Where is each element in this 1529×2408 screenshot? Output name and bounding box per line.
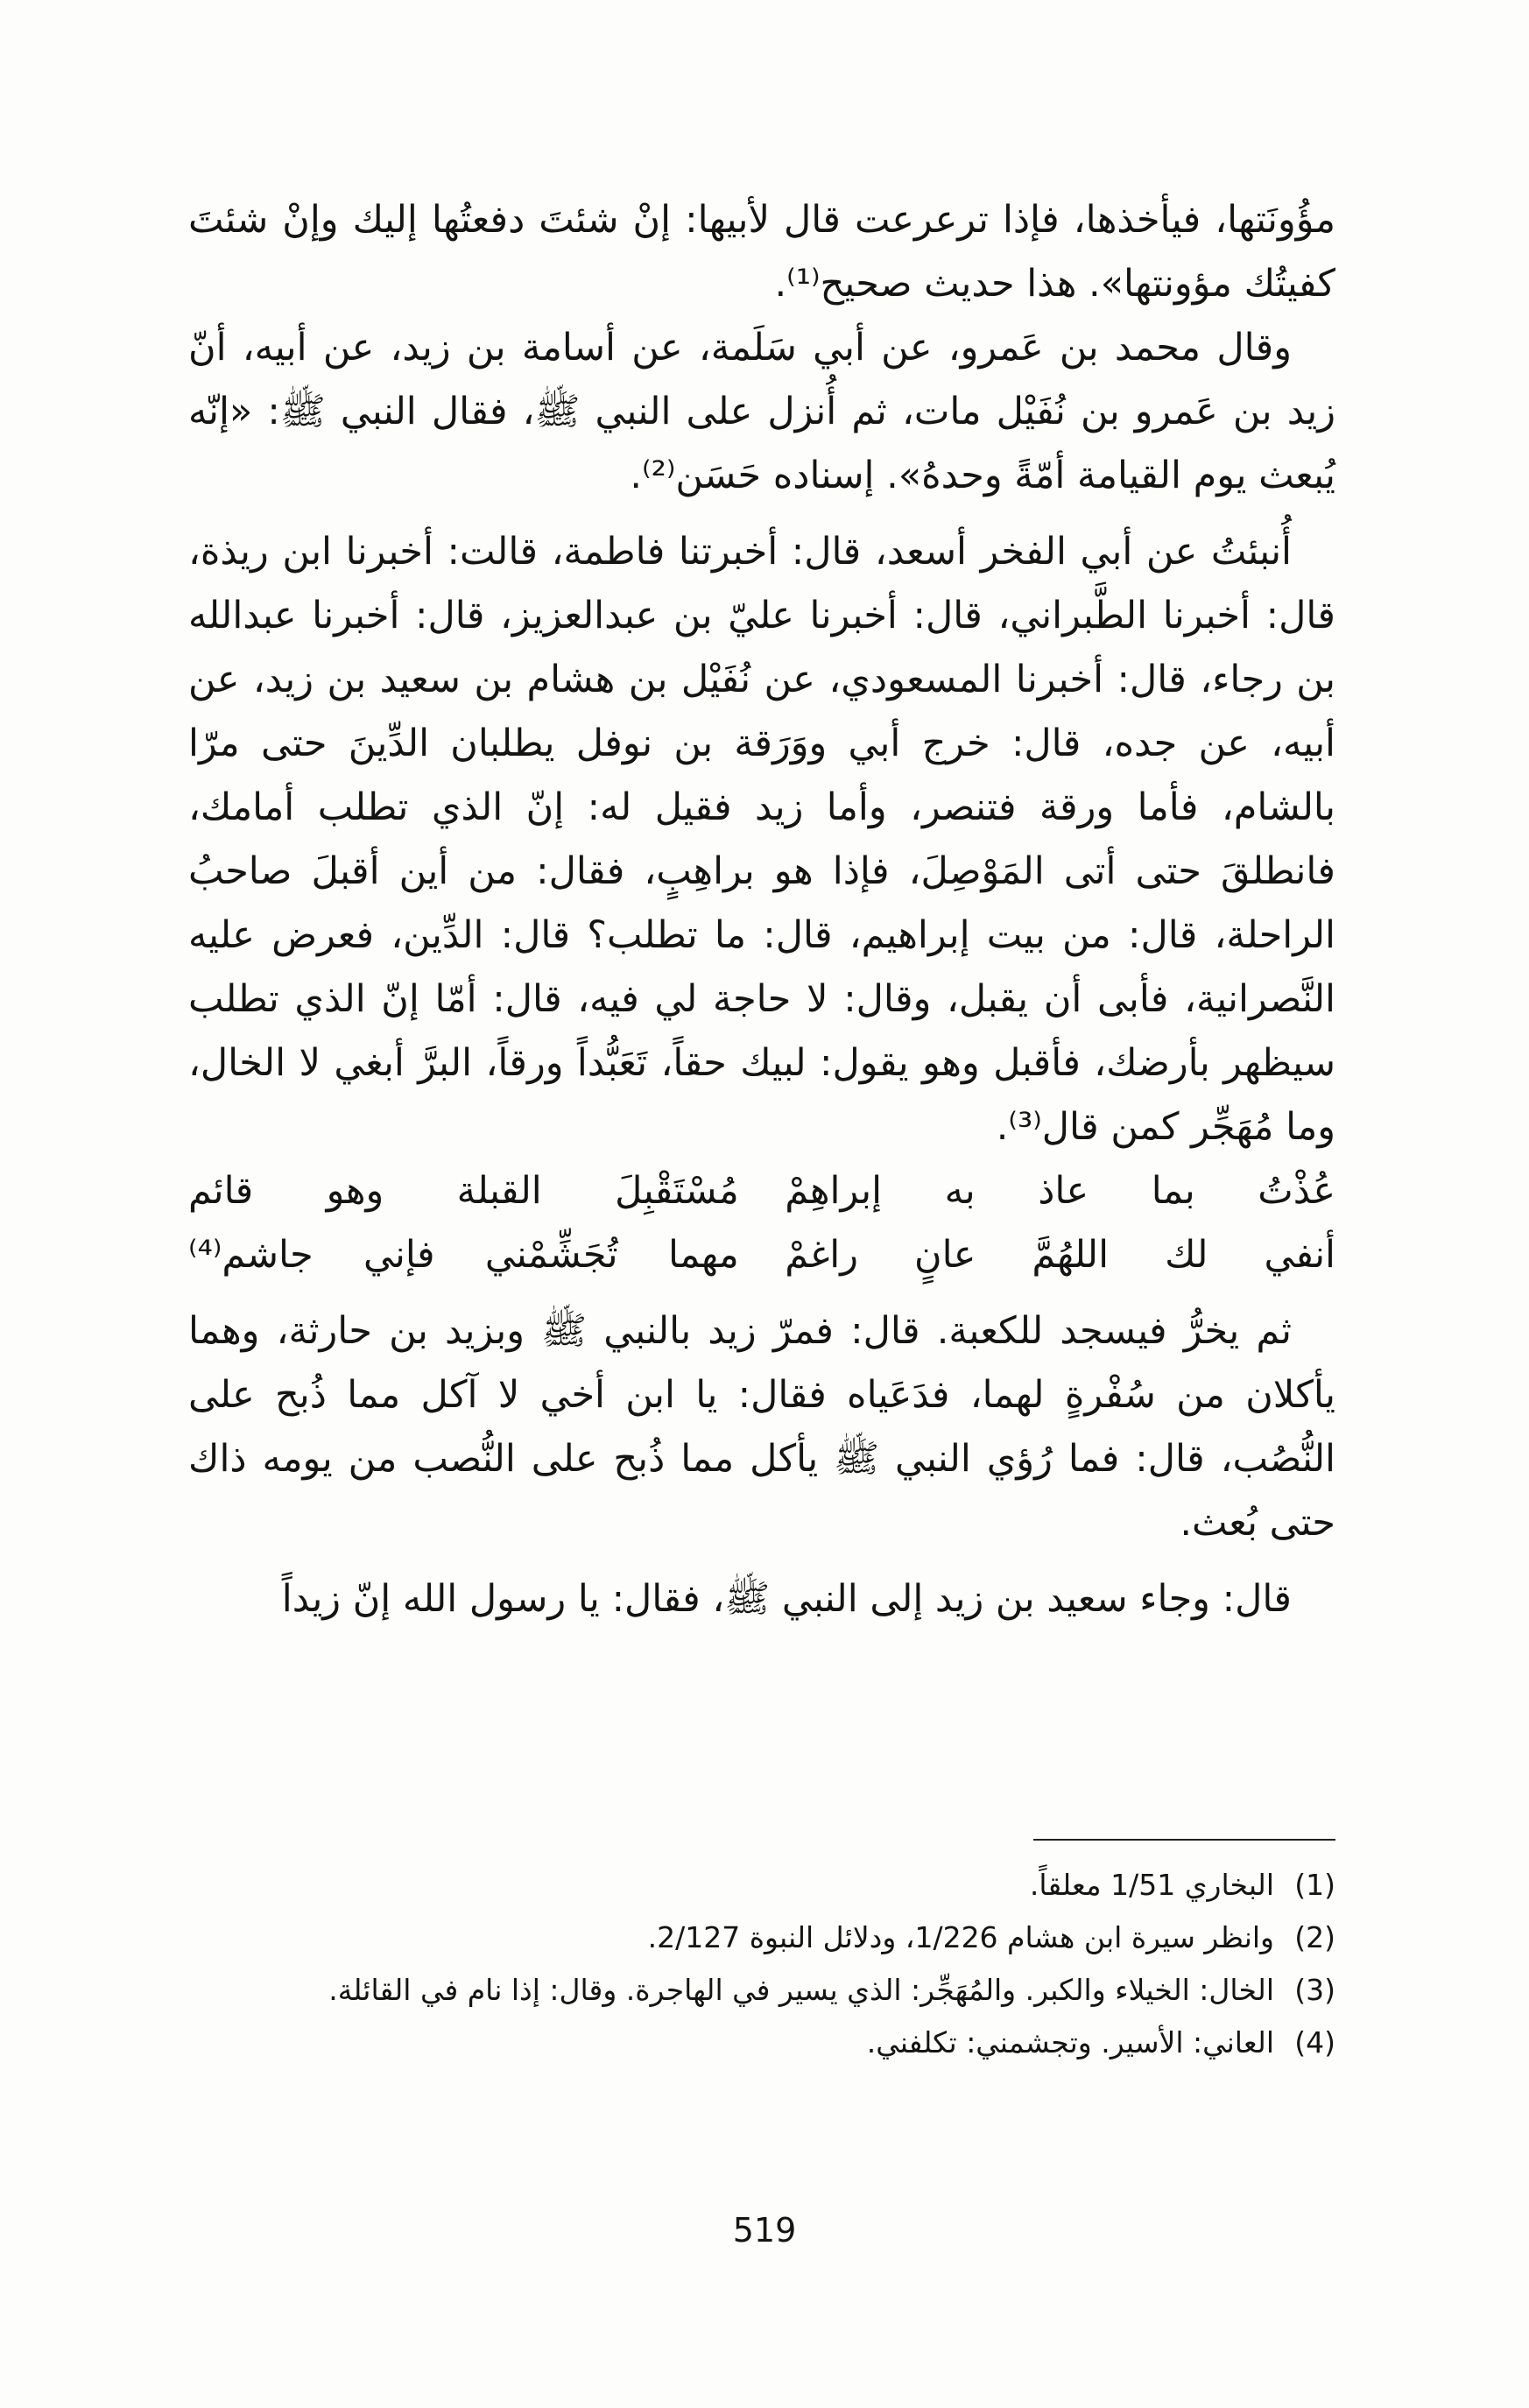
paragraph-3: أُنبئتُ عن أبي الفخر أسعد، قال: أخبرتنا فاطمة، قالت: أخبرنا ابن ريذة، قال: أخبرنا الطَّبراني، قال: أخبرنا عليّ بن عبدالعزيز، قال: أخبرنا عبدالله بن رجاء، قال: أخبرنا المسعودي، عن نُفَيْل بن هشام بن سعيد بن زيد، عن أبيه، عن جده، قال: خرج أبي ووَرَقة بن نوفل يطلبان الدِّينَ حتى مرّا بالشام، فأما ورقة فتنصر، وأما زيد فقيل له: إنّ الذي تطلب أمامك، فانطلقَ حتى أتى المَوْصِلَ، فإذا هو براهِبٍ، فقال: من أين أقبلَ صاحبُ الراحلة، قال: من بيت إبراهيم، قال: ما تطلب؟ قال: الدِّين، فعرض عليه النَّصرانية، فأبى أن يقبل، وقال: لا حاجة لي فيه، قال: أمّا إنّ الذي تطلب سيظهر بأرضك، فأقبل وهو يقول: لبيك حقاً، تَعَبُّداً ورقاً، البرَّ أبغي لا الخال، وما مُهَجِّر كمن قال⁽³⁾. (188, 530, 1335, 1149)
footnote-number: (2) (1294, 1920, 1335, 1954)
paragraph-5: قال: وجاء سعيد بن زيد إلى النبي ﷺ، فقال: يا رسول الله إنّ زيداً (281, 1577, 1292, 1621)
footnote-4 (188, 2018, 1335, 2067)
footnote-text: وانظر سيرة ابن هشام 1/226، ودلائل النبوة 2/127. (647, 1920, 1274, 1954)
paragraph-1: مؤُونَتها، فيأخذها، فإذا ترعرعت قال لأبيها: إنْ شئتَ دفعتُها إليك وإنْ شئتَ كفيتُك مؤونتها». هذا حديث صحيح⁽¹⁾. (188, 198, 1335, 306)
verse-1-first-half: عُذْتُ بما عاذ به إبراهِمْ (785, 1169, 1335, 1213)
page-number: 519 (732, 2211, 797, 2250)
footnotes (188, 1861, 1335, 2071)
verse-line-1 (188, 1159, 1335, 1223)
paragraph-2: وقال محمد بن عَمرو، عن أبي سَلَمة، عن أسامة بن زيد، عن أبيه، أنّ زيد بن عَمرو بن نُفَيْل مات، ثم أُنزل على النبي ﷺ، فقال النبي ﷺ: «إنّه يُبعث يوم القيامة أمّةً وحدهُ». إسناده حَسَن⁽²⁾. (188, 326, 1335, 497)
main-text (188, 188, 1335, 1631)
footnote-number: (4) (1294, 2025, 1335, 2059)
footnote-number: (1) (1294, 1868, 1335, 1902)
verse-2-first-half: أنفي لك اللهُمَّ عانٍ راغمْ (785, 1233, 1335, 1277)
footnote-text: الخال: الخيلاء والكبر. والمُهَجِّر: الذي يسير في الهاجرة. وقال: إذا نام في القائلة. (328, 1973, 1274, 2007)
footnote-text: العاني: الأسير. وتجشمني: تكلفني. (866, 2025, 1274, 2059)
footnote-number: (3) (1294, 1973, 1335, 2007)
verse-2-second-half: مهما تُجَشِّمْني فإني جاشم⁽⁴⁾ (188, 1233, 739, 1277)
footnote-text: البخاري 1/51 معلقاً. (1029, 1868, 1274, 1902)
verse-line-2 (188, 1223, 1335, 1287)
verse-1-second-half: مُسْتَقْبِلَ القبلة وهو قائم (188, 1169, 739, 1213)
footnote-2 (188, 1913, 1335, 1962)
footnote-1 (188, 1861, 1335, 1910)
footnote-divider (1033, 1839, 1335, 1841)
paragraph-4: ثم يخرُّ فيسجد للكعبة. قال: فمرّ زيد بالنبي ﷺ وبزيد بن حارثة، وهما يأكلان من سُفْرةٍ لهما، فدَعَياه فقال: يا ابن أخي لا آكل مما ذُبح على النُّصُب، قال: فما رُؤي النبي ﷺ يأكل مما ذُبح على النُّصب من يومه ذاك حتى بُعث. (188, 1309, 1335, 1545)
footnote-3 (188, 1966, 1335, 2015)
